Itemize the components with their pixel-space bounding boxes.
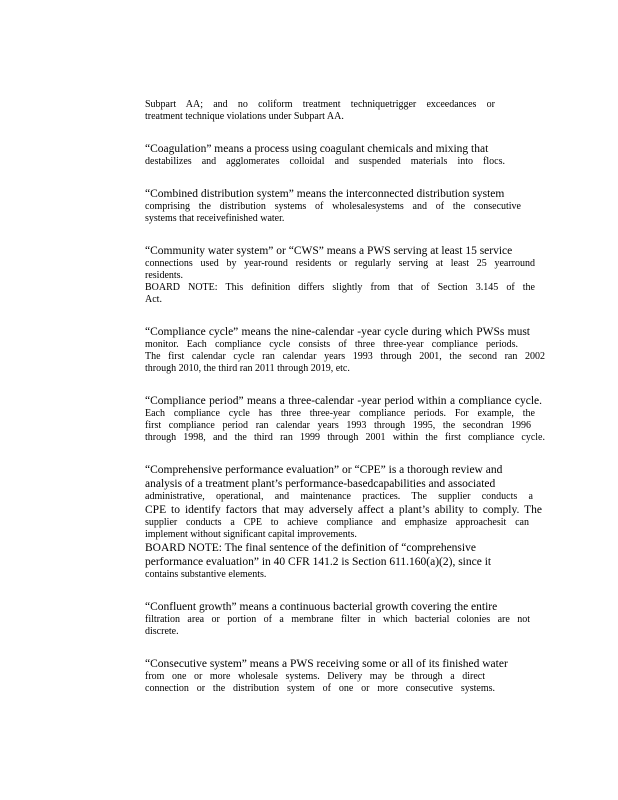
text-line: BOARD NOTE: This definition differs slightly from that of Section 3.145 of the <box>145 282 535 293</box>
text-line: “Community water system” or “CWS” means a PWS serving at least 15 service <box>145 245 513 257</box>
text-line: residents. <box>145 270 184 281</box>
text-line: “Coagulation” means a process using coagulant chemicals and mixing that <box>145 143 489 155</box>
definition-paragraph <box>145 463 545 581</box>
text-line: treatment technique violations under Subpart AA. <box>145 111 344 122</box>
text-line: supplier conducts a CPE to achieve compliance and emphasize approachesit can <box>145 517 529 528</box>
definition-paragraph <box>145 99 545 123</box>
text-line: monitor. Each compliance cycle consists of three three-year compliance periods. <box>145 339 518 350</box>
text-line: performance evaluation” in 40 CFR 141.2 is Section 611.160(a)(2), since it <box>145 556 492 568</box>
text-line: analysis of a treatment plant’s performance-basedcapabilities and associated <box>145 478 496 490</box>
text-line: Act. <box>145 294 162 305</box>
text-line: Subpart AA; and no coliform treatment techniquetrigger exceedances or <box>145 99 495 110</box>
text-line: connection or the distribution system of one or more consecutive systems. <box>145 683 495 694</box>
text-line: implement without significant capital improvements. <box>145 529 357 540</box>
definition-paragraph <box>145 244 545 306</box>
text-line: systems that receivefinished water. <box>145 213 285 224</box>
text-line: connections used by year-round residents or regularly serving at least 25 yearround <box>145 258 535 269</box>
text-line: contains substantive elements. <box>145 569 267 580</box>
document-page <box>145 99 545 714</box>
text-line: discrete. <box>145 626 179 637</box>
text-line: The first calendar cycle ran calendar years 1993 through 2001, the second ran 2002 <box>145 351 545 362</box>
text-line: filtration area or portion of a membrane filter in which bacterial colonies are not <box>145 614 530 625</box>
text-line: Each compliance cycle has three three-year compliance periods. For example, the <box>145 408 535 419</box>
text-line: BOARD NOTE: The final sentence of the definition of “comprehensive <box>145 542 476 554</box>
text-line: “Consecutive system” means a PWS receiving some or all of its finished water <box>145 658 508 670</box>
text-line: “Compliance cycle” means the nine-calendar -year cycle during which PWSs must <box>145 326 530 338</box>
text-line: “Comprehensive performance evaluation” or “CPE” is a thorough review and <box>145 464 503 476</box>
definition-paragraph <box>145 325 545 375</box>
definition-paragraph <box>145 142 545 168</box>
text-line: through 2010, the third ran 2011 through 2019, etc. <box>145 363 350 374</box>
text-line: from one or more wholesale systems. Delivery may be through a direct <box>145 671 485 682</box>
text-line: comprising the distribution systems of wholesalesystems and of the consecutive <box>145 201 521 212</box>
definition-paragraph <box>145 394 545 444</box>
definition-paragraph <box>145 600 545 638</box>
text-line: “Combined distribution system” means the interconnected distribution system <box>145 188 505 200</box>
definition-paragraph <box>145 187 545 225</box>
text-line: CPE to identify factors that may adversely affect a plant’s ability to comply. The <box>145 504 542 516</box>
text-line: “Compliance period” means a three-calendar -year period within a compliance cycle. <box>145 395 542 407</box>
text-line: administrative, operational, and maintenance practices. The supplier conducts a <box>145 491 533 502</box>
text-line: destabilizes and agglomerates colloidal and suspended materials into flocs. <box>145 156 505 167</box>
text-line: “Confluent growth” means a continuous bacterial growth covering the entire <box>145 601 498 613</box>
definition-paragraph <box>145 657 545 695</box>
text-line: first compliance period ran calendar years 1993 through 1995, the secondran 1996 <box>145 420 531 431</box>
text-line: through 1998, and the third ran 1999 through 2001 within the first compliance cycle. <box>145 432 545 443</box>
